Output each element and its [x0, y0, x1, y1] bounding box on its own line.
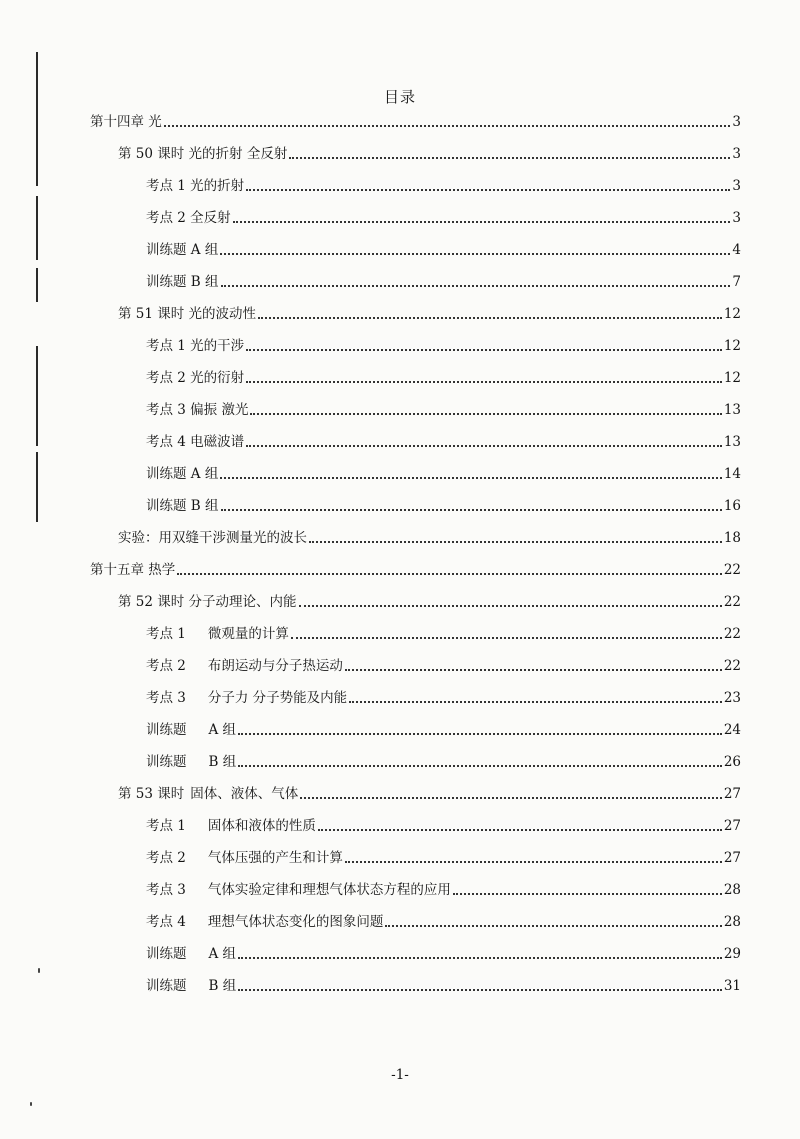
toc-entry-text: B 组 — [208, 754, 237, 771]
toc-entry-label — [146, 724, 236, 738]
dot-leader — [220, 477, 721, 479]
toc-entry-page: 28 — [723, 914, 741, 931]
toc-entry-page: 18 — [723, 530, 741, 547]
toc-entry-label: 训练题 B 组 — [146, 498, 219, 515]
toc-entry-text: A 组 — [208, 946, 237, 963]
toc-entry-chapter[interactable] — [90, 107, 741, 139]
dot-leader — [250, 413, 721, 415]
toc-entry-topic[interactable] — [146, 203, 741, 235]
scan-speck — [38, 968, 40, 973]
dot-leader — [345, 669, 722, 671]
toc-entry-prefix: 考点 2 — [146, 850, 186, 867]
dot-leader — [318, 829, 722, 831]
toc-entry-exercise[interactable] — [146, 715, 741, 747]
dot-leader — [221, 509, 722, 511]
toc-entry-label — [146, 820, 316, 834]
dot-leader — [345, 861, 722, 863]
toc-entry-label: 实验：用双缝干涉测量光的波长 — [118, 530, 307, 547]
toc-entry-topic[interactable] — [146, 651, 741, 683]
toc-entry-exercise[interactable] — [146, 747, 741, 779]
dot-leader — [385, 925, 721, 927]
toc-entry-topic[interactable] — [146, 427, 741, 459]
toc-entry-topic[interactable] — [146, 683, 741, 715]
toc-entry-prefix: 训练题 — [146, 722, 187, 739]
dot-leader — [291, 637, 722, 639]
toc-entry-prefix: 考点 1 — [146, 818, 186, 835]
toc-entry-label: 训练题 A 组 — [146, 466, 219, 483]
toc-entry-page: 27 — [723, 786, 741, 803]
toc-entry-label — [146, 916, 383, 930]
toc-entry-text: A 组 — [208, 722, 237, 739]
toc-entry-label — [146, 692, 347, 706]
toc-entry-label — [146, 660, 343, 674]
toc-entry-page: 7 — [732, 274, 741, 291]
toc-entry-topic[interactable] — [146, 843, 741, 875]
toc-entry-page: 22 — [723, 626, 741, 643]
dot-leader — [238, 989, 722, 991]
dot-leader — [177, 573, 722, 575]
dot-leader — [238, 765, 722, 767]
toc-entry-page: 28 — [723, 882, 741, 899]
toc-entry-topic[interactable] — [146, 395, 741, 427]
toc-entry-page: 24 — [723, 722, 741, 739]
toc-entry-prefix: 考点 1 — [146, 626, 186, 643]
toc-entry-label: 训练题 A 组 — [146, 242, 219, 259]
toc-entry-label: 第 50 课时 光的折射 全反射 — [118, 146, 288, 163]
toc-entry-label — [146, 628, 289, 642]
toc-entry-page: 26 — [723, 754, 741, 771]
toc-entry-prefix: 训练题 — [146, 946, 187, 963]
toc-entry-page: 16 — [723, 498, 741, 515]
toc-entry-page: 14 — [723, 466, 741, 483]
toc-entry-prefix: 考点 4 — [146, 914, 186, 931]
toc-entry-label — [146, 756, 236, 770]
toc-entry-topic[interactable] — [146, 619, 741, 651]
toc-entry-topic[interactable] — [146, 811, 741, 843]
toc-entry-topic[interactable] — [146, 363, 741, 395]
toc-entry-prefix: 考点 2 — [146, 658, 186, 675]
toc-entry-label: 第十五章 热学 — [90, 562, 176, 579]
toc-entry-exercise[interactable] — [146, 971, 741, 1003]
dot-leader — [309, 541, 722, 543]
toc-entry-page: 27 — [723, 818, 741, 835]
scan-speck — [30, 1102, 32, 1106]
dot-leader — [246, 189, 730, 191]
toc-entry-label — [118, 788, 298, 802]
toc-entry-page: 12 — [723, 338, 741, 355]
toc-entry-page: 3 — [732, 210, 741, 227]
toc-entry-label: 考点 3 偏振 激光 — [146, 402, 249, 419]
dot-leader — [238, 733, 722, 735]
dot-leader — [221, 285, 731, 287]
toc-entry-prefix: 训练题 — [146, 754, 187, 771]
toc-entry-topic[interactable] — [146, 331, 741, 363]
toc-entry-prefix: 考点 3 — [146, 882, 186, 899]
toc-entry-page: 22 — [723, 658, 741, 675]
toc-entry-chapter[interactable] — [90, 555, 741, 587]
toc-entry-text: 固体、液体、气体 — [190, 786, 299, 803]
scan-edge-mark — [36, 196, 38, 260]
toc-entry-label: 考点 4 电磁波谱 — [146, 434, 245, 451]
toc-entry-page: 22 — [723, 594, 741, 611]
scan-edge-mark — [36, 346, 38, 446]
toc-entry-label: 考点 1 光的干涉 — [146, 338, 245, 355]
toc-entry-page: 23 — [723, 690, 741, 707]
toc-entry-label: 考点 2 光的衍射 — [146, 370, 245, 387]
toc-entry-label: 考点 2 全反射 — [146, 210, 231, 227]
toc-entry-label: 训练题 B 组 — [146, 274, 219, 291]
toc-entry-experiment[interactable] — [118, 523, 741, 555]
dot-leader — [220, 253, 730, 255]
toc-entry-topic[interactable] — [146, 171, 741, 203]
toc-entry-page: 12 — [723, 306, 741, 323]
dot-leader — [299, 605, 722, 607]
toc-entry-text: 气体实验定律和理想气体状态方程的应用 — [207, 882, 451, 899]
toc-entry-page: 27 — [723, 850, 741, 867]
toc-entry-page: 3 — [732, 178, 741, 195]
toc-entry-page: 13 — [723, 402, 741, 419]
dot-leader — [246, 445, 722, 447]
toc-entry-label — [146, 948, 236, 962]
scan-edge-mark — [36, 452, 38, 522]
dot-leader — [453, 893, 722, 895]
toc-entry-label: 第 52 课时 分子动理论、内能 — [118, 594, 297, 611]
toc-entry-lesson[interactable] — [118, 587, 741, 619]
toc-entry-text: 理想气体状态变化的图象问题 — [207, 914, 384, 931]
toc-entry-page: 31 — [723, 978, 741, 995]
scan-edge-mark — [36, 52, 38, 186]
toc-entry-topic[interactable] — [146, 875, 741, 907]
toc-entry-label: 第十四章 光 — [90, 114, 162, 131]
dot-leader — [258, 317, 722, 319]
toc-entry-text: 微观量的计算 — [207, 626, 289, 643]
toc-entry-label — [146, 884, 451, 898]
toc-entry-text: 气体压强的产生和计算 — [207, 850, 343, 867]
toc-entry-page: 3 — [732, 146, 741, 163]
dot-leader — [164, 125, 731, 127]
toc-entry-label — [146, 980, 236, 994]
toc-entry-prefix: 第 53 课时 — [118, 786, 185, 803]
dot-leader — [300, 797, 722, 799]
toc-entry-exercise[interactable] — [146, 939, 741, 971]
page-title: 目录 — [383, 88, 416, 106]
dot-leader — [238, 957, 722, 959]
toc-entry-label: 考点 1 光的折射 — [146, 178, 245, 195]
dot-leader — [349, 701, 722, 703]
toc-entry-page: 13 — [723, 434, 741, 451]
toc-entry-text: B 组 — [208, 978, 237, 995]
toc-entry-text: 布朗运动与分子热运动 — [207, 658, 343, 675]
toc-entry-topic[interactable] — [146, 907, 741, 939]
toc-entry-exercise[interactable] — [146, 267, 741, 299]
toc-entry-label: 第 51 课时 光的波动性 — [118, 306, 257, 323]
dot-leader — [246, 349, 722, 351]
toc-entry-text: 分子力 分子势能及内能 — [207, 690, 348, 707]
toc-entry-prefix: 训练题 — [146, 978, 187, 995]
toc-entry-page: 29 — [723, 946, 741, 963]
toc-entry-label — [146, 852, 343, 866]
dot-leader — [289, 157, 730, 159]
toc-entry-text: 固体和液体的性质 — [207, 818, 316, 835]
toc-entry-page: 3 — [732, 114, 741, 131]
toc-entry-page: 4 — [732, 242, 741, 259]
scan-edge-mark — [36, 268, 38, 302]
page-number: -1- — [391, 1067, 409, 1083]
toc-entry-lesson[interactable] — [118, 139, 741, 171]
toc-entry-prefix: 考点 3 — [146, 690, 186, 707]
toc-entry-lesson[interactable] — [118, 779, 741, 811]
toc-entry-page: 12 — [723, 370, 741, 387]
toc-entry-page: 22 — [723, 562, 741, 579]
toc-entry-exercise[interactable] — [146, 459, 741, 491]
toc-entry-lesson[interactable] — [118, 299, 741, 331]
toc-entry-exercise[interactable] — [146, 235, 741, 267]
dot-leader — [233, 221, 731, 223]
toc-entry-exercise[interactable] — [146, 491, 741, 523]
dot-leader — [246, 381, 722, 383]
